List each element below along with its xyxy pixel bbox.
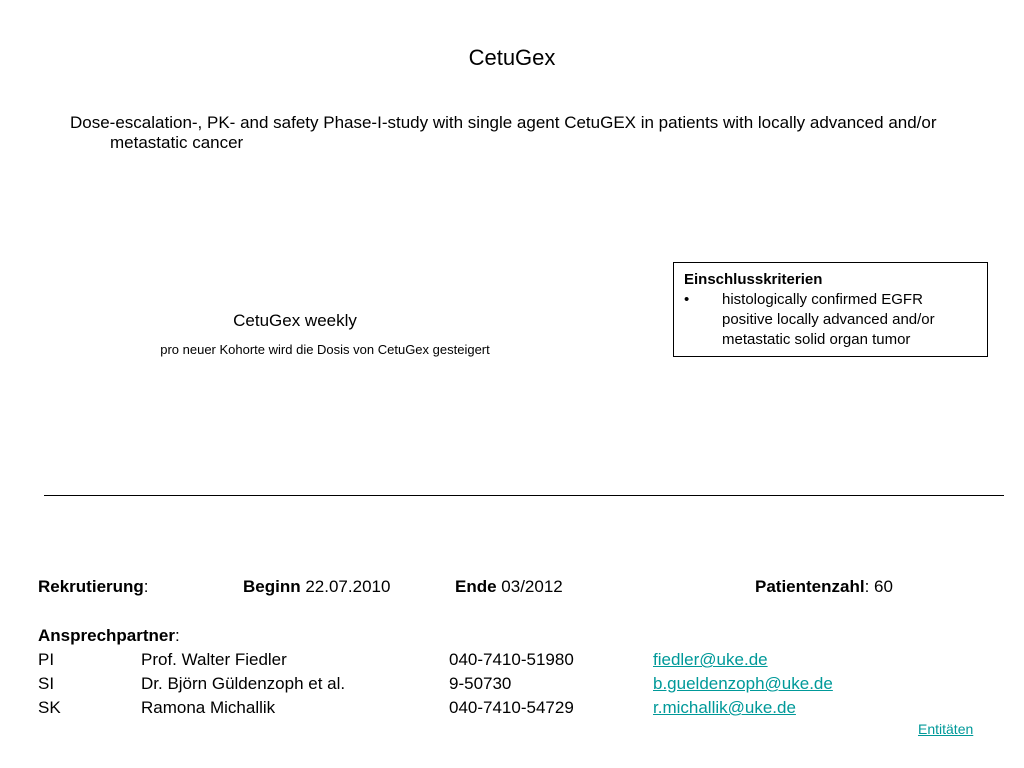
study-description: Dose-escalation-, PK- and safety Phase-I-study with single agent CetuGEX in patients with locally advanced and/or metastatic cancer bbox=[70, 113, 937, 152]
page-title: CetuGex bbox=[468, 45, 556, 70]
contact-email-link[interactable]: r.michallik@uke.de bbox=[653, 698, 796, 717]
contacts-heading: Ansprechpartner: bbox=[38, 626, 180, 645]
inclusion-criteria-heading: Einschlusskriterien bbox=[684, 271, 823, 288]
inclusion-criteria-box bbox=[673, 262, 988, 357]
contact-role: SK bbox=[38, 698, 61, 717]
contact-email-link[interactable]: b.gueldenzoph@uke.de bbox=[653, 674, 833, 693]
divider bbox=[44, 495, 1004, 496]
patient-count: Patientenzahl: 60 bbox=[755, 577, 893, 596]
criteria-item-text: histologically confirmed EGFR positive locally advanced and/or metastatic solid organ tumor bbox=[722, 291, 935, 348]
schedule-label: CetuGex weekly bbox=[233, 311, 357, 330]
contact-name: Dr. Björn Güldenzoph et al. bbox=[141, 674, 346, 693]
contact-name: Ramona Michallik bbox=[141, 698, 276, 717]
contact-role: SI bbox=[38, 674, 55, 693]
recruitment-end: Ende 03/2012 bbox=[455, 577, 563, 596]
contact-phone: 040-7410-54729 bbox=[449, 698, 574, 717]
dose-note: pro neuer Kohorte wird die Dosis von CetuGex gesteigert bbox=[160, 342, 490, 357]
contact-email-link[interactable]: fiedler@uke.de bbox=[653, 650, 768, 669]
contact-phone: 9-50730 bbox=[449, 674, 512, 693]
entities-link[interactable]: Entitäten bbox=[918, 721, 974, 737]
recruitment-start: Beginn 22.07.2010 bbox=[243, 577, 391, 596]
recruitment-label: Rekrutierung: bbox=[38, 577, 149, 596]
bullet-icon: • bbox=[684, 291, 690, 308]
criteria-item bbox=[684, 290, 977, 350]
contact-role: PI bbox=[38, 650, 55, 669]
contact-phone: 040-7410-51980 bbox=[449, 650, 574, 669]
contact-name: Prof. Walter Fiedler bbox=[141, 650, 287, 669]
